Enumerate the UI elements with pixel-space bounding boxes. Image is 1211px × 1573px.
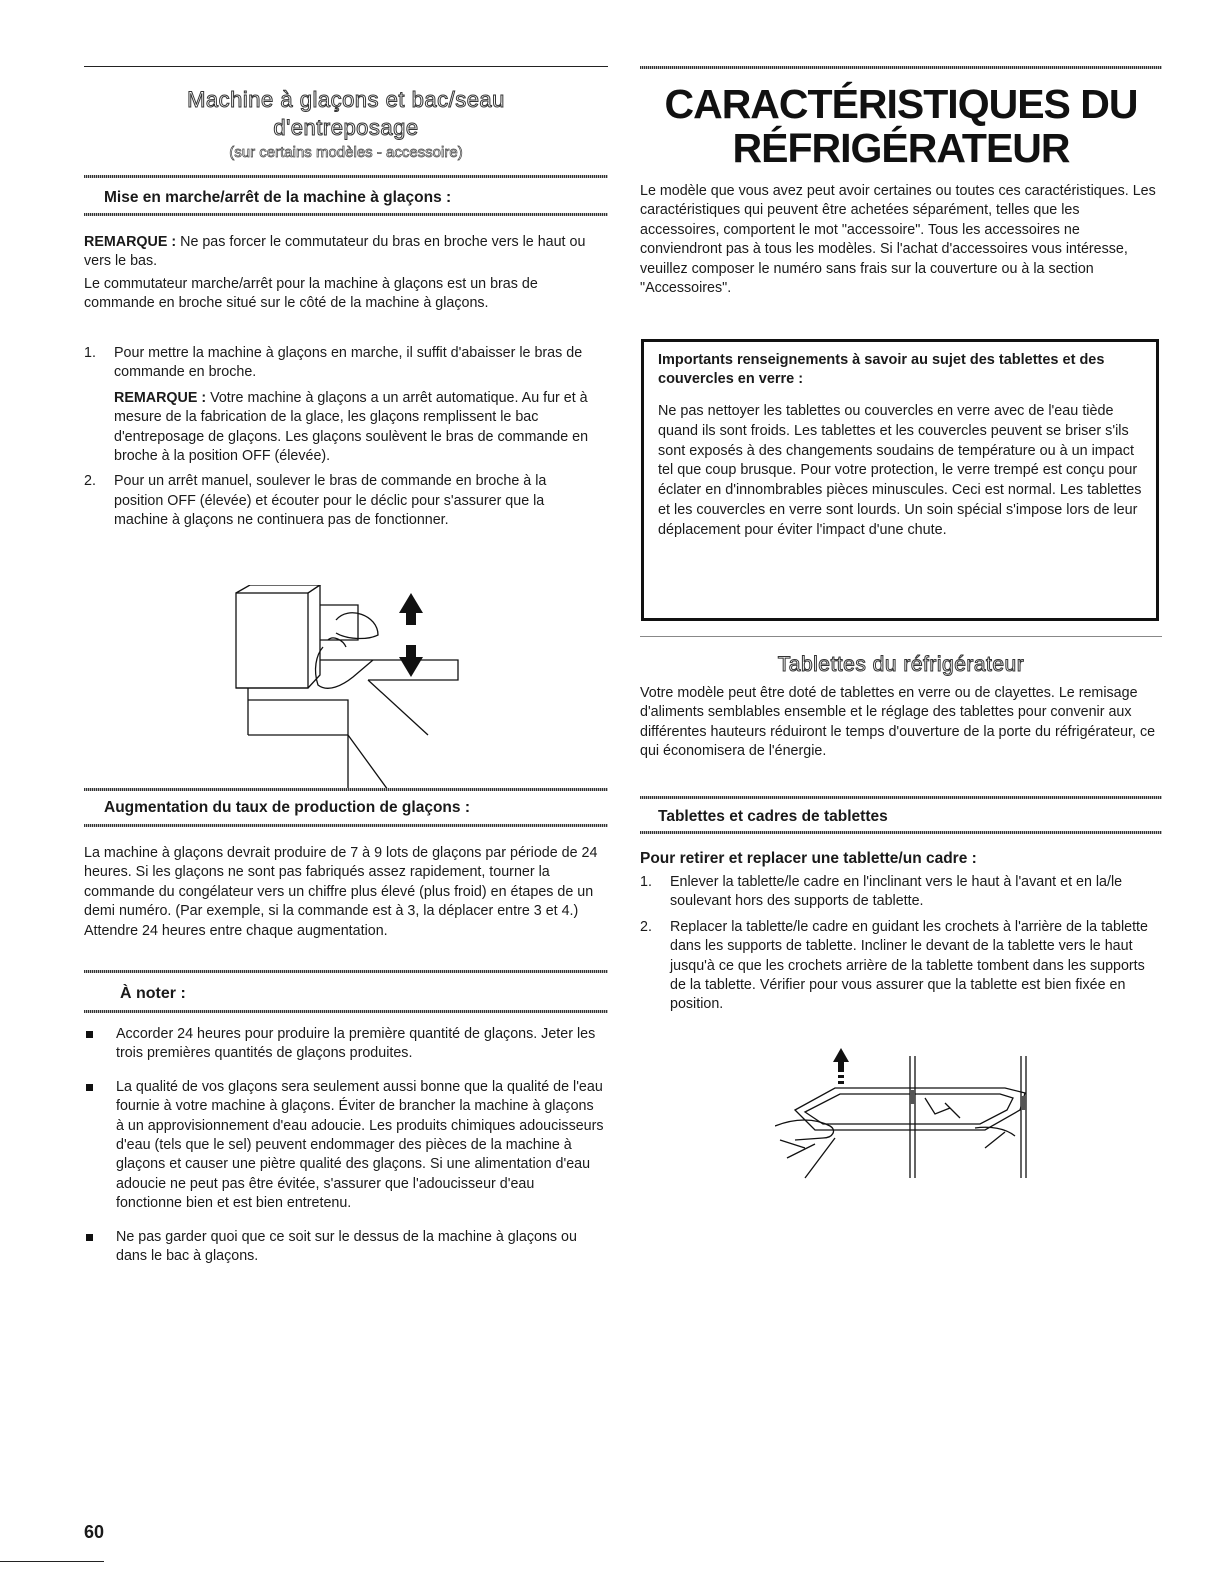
onoff-paragraph: Le commutateur marche/arrêt pour la machine à glaçons est un bras de commande en broche situé sur le côté de la machine à glaçons.	[84, 276, 538, 312]
onoff-para	[84, 275, 599, 314]
warning-heading: Importants renseignements à savoir au sujet des tablettes et des couvercles en verre :	[658, 352, 1105, 387]
main-title	[640, 82, 1162, 170]
rate-paragraph: La machine à glaçons devrait produire de 7 à 9 lots de glaçons par période de 24 heures. Si les glaçons ne sont pas fabriqués assez rapidement, tourner la commande du congélateur vers un chiffre plus élevé (plus froid) en étapes de un demi numéro. (Par exemple, si la commande est à 3, la déplacer entre 3 et 4.) Attendre 24 heures entre chaque augmentation.	[84, 845, 598, 939]
shelf-steps	[640, 873, 1158, 1015]
divider	[84, 175, 608, 178]
bullet-icon	[86, 1084, 93, 1091]
step-note-text: Votre machine à glaçons a un arrêt automatique. Au fur et à mesure de la fabrication de la glace, les glaçons remplissent le bac d'entreposage de glaçons. Les glaçons soulèvent le bras de commande en broche à la position OFF (élevée).	[114, 389, 589, 465]
divider	[640, 831, 1162, 834]
step-number: 2.	[640, 918, 652, 935]
main-title-line1: CARACTÉRISTIQUES DU	[664, 81, 1138, 127]
page-number: 60	[84, 1522, 105, 1542]
bullet-icon	[86, 1234, 93, 1241]
list-item	[84, 472, 599, 530]
divider	[640, 796, 1162, 799]
remove-heading: Pour retirer et replacer une tablette/un cadre :	[640, 850, 977, 867]
intro	[640, 182, 1156, 298]
note-item-text: Ne pas garder quoi que ce soit sur le dessus de la machine à glaçons ou dans le bac à glaçons.	[116, 1228, 577, 1265]
section-subtitle: (sur certains modèles - accessoire)	[229, 144, 463, 161]
list-item	[640, 918, 1158, 1015]
list-item	[84, 1025, 604, 1064]
footer-rule	[0, 1561, 104, 1562]
top-rule-left	[84, 66, 608, 67]
notes-heading: À noter :	[120, 985, 186, 1002]
ice-maker-illustration	[228, 585, 473, 790]
shelves-paragraph: Votre modèle peut être doté de tablettes en verre ou de clayettes. Le remisage d'aliments semblables ensemble et le réglage des tablettes pour convenir aux différentes hauteurs réduiront le temps d'ouverture de la porte du réfrigérateur, ce qui économisera de l'énergie.	[640, 685, 1156, 760]
onoff-steps	[84, 344, 599, 531]
section-title	[84, 86, 608, 142]
onoff-note	[84, 233, 604, 272]
step-text: Pour un arrêt manuel, soulever le bras de commande en broche à la position OFF (élevée) et écouter pour le déclic pour s'assurer que la machine à glaçons ne continuera pas de fonctionner.	[114, 473, 547, 529]
rate-heading: Augmentation du taux de production de glaçons :	[104, 799, 470, 816]
rate-para	[84, 844, 602, 941]
intro-paragraph: Le modèle que vous avez peut avoir certaines ou toutes ces caractéristiques. Les caractéristiques qui peuvent être achetées séparément, telles que les accessoires, comportent le mot "accessoire". Tous les accessoires ne conviendront pas à tous les modèles. Si l'achat d'accessoires vous intéresse, veuillez composer le numéro sans frais sur la couverture ou à la section "Accessoires".	[640, 183, 1156, 297]
divider	[640, 636, 1162, 637]
divider	[84, 970, 608, 973]
divider	[84, 824, 608, 827]
warning-text: Ne pas nettoyer les tablettes ou couvercles en verre avec de l'eau tiède quand ils sont froids. Les tablettes et les couvercles peuvent se briser s'ils sont exposés à des changements soudains de température ou à un impact tel que coup brusque. Pour votre protection, le verre trempé est conçu pour éclater en d'innombrables pièces minuscules. Ceci est normal. Les tablettes et les couvercles en verre sont lourds. Un soin spécial s'impose lors de leur déplacement pour éviter l'impact d'une chute.	[658, 403, 1142, 538]
frames-heading: Tablettes et cadres de tablettes	[658, 808, 888, 825]
warning-box	[641, 339, 1159, 621]
step-text: Pour mettre la machine à glaçons en marche, il suffit d'abaisser le bras de commande en broche.	[114, 345, 583, 381]
note-label: REMARQUE :	[84, 234, 177, 250]
list-item	[84, 1228, 604, 1267]
note-item-text: Accorder 24 heures pour produire la première quantité de glaçons. Jeter les trois premières quantités de glaçons produites.	[116, 1026, 596, 1062]
divider	[84, 213, 608, 216]
bullet-icon	[86, 1031, 93, 1038]
step-number: 1.	[640, 874, 652, 890]
shelf-illustration	[775, 1048, 1040, 1188]
divider	[84, 788, 608, 791]
note-text: Ne pas forcer le commutateur du bras en broche vers le haut ou vers le bas.	[84, 234, 586, 270]
step-text: Replacer la tablette/le cadre en guidant les crochets à l'arrière de la tablette dans les supports de tablette. Incliner le devant de la tablette vers le haut jusqu'à ce que les crochets arrière de la tablette tombent dans les supports de la tablette. Vérifier pour vous assurer que la tablette est bien fixée en position.	[670, 918, 1148, 1013]
list-item	[84, 1078, 604, 1214]
section-title-line2: d'entreposage	[273, 115, 419, 140]
step-text: Enlever la tablette/le cadre en l'inclinant vers le haut à l'avant et en la/le soulevant hors des supports de tablette.	[670, 874, 1123, 910]
step-number: 2.	[84, 473, 96, 490]
list-item	[84, 344, 599, 466]
step-note-label: REMARQUE :	[114, 389, 207, 406]
top-rule-right	[640, 66, 1162, 69]
notes-list	[84, 1025, 604, 1266]
shelves-para	[640, 684, 1160, 762]
note-item-text: La qualité de vos glaçons sera seulement aussi bonne que la qualité de l'eau fournie à votre machine à glaçons. Éviter de brancher la machine à glaçons à un approvisionnement d'eau adoucie. Les produits chimiques adoucisseurs d'eau (tels que le sel) peuvent endommager des pièces de la machine à glaçons et causer une piètre qualité des glaçons. Si une alimentation d'eau adoucie ne peut pas être évitée, s'assurer que l'adoucisseur d'eau fonctionne bien et est bien entretenu.	[116, 1078, 604, 1212]
onoff-heading: Mise en marche/arrêt de la machine à glaçons :	[104, 189, 452, 206]
list-item	[640, 873, 1158, 912]
shelves-title: Tablettes du réfrigérateur	[777, 653, 1025, 676]
divider	[84, 1010, 608, 1013]
main-title-line2: RÉFRIGÉRATEUR	[732, 125, 1070, 171]
section-title-line1: Machine à glaçons et bac/seau	[187, 87, 505, 112]
step-number: 1.	[84, 345, 96, 361]
